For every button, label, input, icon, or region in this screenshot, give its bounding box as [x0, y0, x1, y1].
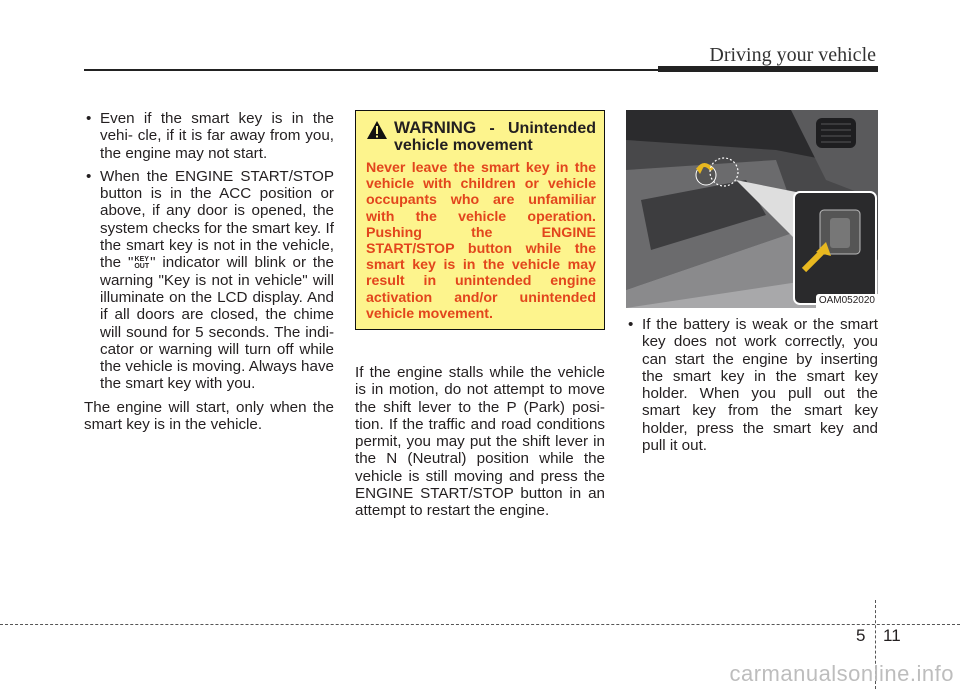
text-column-1 [84, 110, 334, 433]
body-paragraph: If the engine stalls while the vehicle is in motion, do not attempt to move the shift lever to the P (Park) posi- tion. If the traffic and road conditions permit, you may put the shift lever in the N (Neutral) position while the vehicle is still moving and press the ENGINE START/STOP button in an attempt to restart the engine. [355, 364, 605, 520]
text-column-2 [355, 110, 605, 520]
warning-subtitle: - Unintended vehicle movement [394, 120, 596, 154]
bullet-item [84, 168, 334, 393]
smart-key-holder-illustration [626, 110, 878, 308]
bullet-text: " indicator will blink or the warning "Key is not in vehicle" will illuminate on the LCD display. And if all doors are closed, the chime will sound for 5 seconds. The indi- cator or warning will turn off while the vehicle is moving. Always have the smart key with you. [100, 254, 334, 393]
header-rule [84, 69, 660, 71]
warning-label: WARNING [394, 118, 477, 137]
key-out-indicator-icon [134, 256, 149, 270]
body-paragraph: The engine will start, only when the smart key is in the vehicle. [84, 398, 334, 434]
warning-box [355, 110, 605, 330]
figure-code-label: OAM052020 [816, 294, 878, 308]
text-column-3 [626, 110, 878, 460]
smart-key-holder-photo [626, 110, 878, 308]
warning-triangle-icon [366, 120, 388, 140]
warning-heading [366, 119, 596, 154]
bullet-text: When the ENGINE START/STOP button is in the ACC position or above, if any door is opened, the system checks for the smart key. If the smart key is not in the vehicle, the " [100, 167, 334, 272]
key-out-icon-bottom: OUT [134, 263, 150, 271]
footer-rule [0, 624, 960, 625]
header-rule-accent [658, 66, 878, 72]
warning-body: Never leave the smart key in the vehicle with children or vehicle occupants who are unfamiliar with the vehicle operation. Pushing the ENGINE START/STOP button while the smart key is in the vehicle may result in unintended engine activation and/or unintended vehicle movement. [366, 160, 596, 322]
watermark: carmanualsonline.info [729, 661, 954, 686]
key-out-icon-top: KEY [134, 256, 149, 264]
chapter-number: 5 [856, 626, 866, 645]
page-number: 11 [883, 626, 901, 645]
bullet-item: • Even if the smart key is in the vehi- cle, if it is far away from you, the engine may not start. [84, 110, 334, 162]
warning-title [394, 119, 596, 154]
page-header-title: Driving your vehicle [709, 44, 876, 66]
bullet-item: • If the battery is weak or the smart key does not work correctly, you can start the engine by inserting the smart key in the smart key holder. When you pull out the smart key from the smart key holder, press the smart key and pull it out. [626, 316, 878, 454]
